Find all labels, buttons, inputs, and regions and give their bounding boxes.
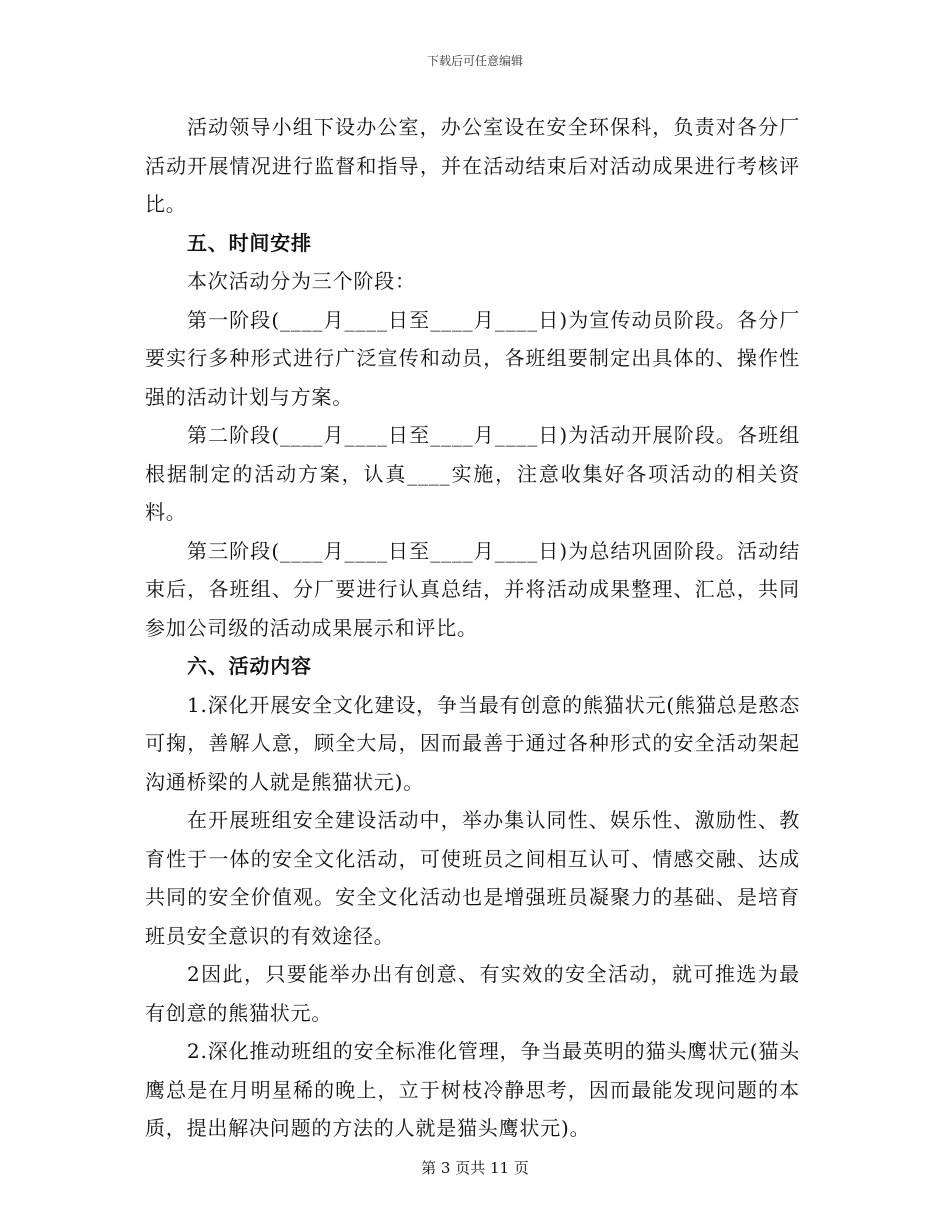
- document-body: [145, 108, 800, 1148]
- heading-activity-content: 六、活动内容: [187, 654, 312, 678]
- paragraph-item-one: 1.深化开展安全文化建设，争当最有创意的熊猫状元(熊猫总是憨态可掬，善解人意，顾全大局，因而最善于通过各种形式的安全活动架起沟通桥梁的人就是熊猫状元)。: [145, 692, 800, 794]
- paragraph-item-two: 2.深化推动班组的安全标准化管理，争当最英明的猫头鹰状元(猫头鹰总是在月明星稀的晚上，立于树枝冷静思考，因而最能发现问题的本质，提出解决问题的方法的人就是猫头鹰状元)。: [145, 1039, 800, 1140]
- heading-schedule: 五、时间安排: [187, 230, 312, 255]
- paragraph-stage-three: 第三阶段(____月____日至____月____日)为总结巩固阶段。活动结束后，各班组、分厂要进行认真总结，并将活动成果整理、汇总，共同参加公司级的活动成果展示和评比。: [145, 538, 800, 640]
- paragraph-stage-one: 第一阶段(____月____日至____月____日)为宣传动员阶段。各分厂要实行多种形式进行广泛宣传和动员，各班组要制定出具体的、操作性强的活动计划与方案。: [145, 307, 800, 409]
- paragraph-therefore: 2因此，只要能举办出有创意、有实效的安全活动，就可推选为最有创意的熊猫状元。: [145, 962, 800, 1025]
- paragraph-office-setup: 活动领导小组下设办公室，办公室设在安全环保科，负责对各分厂活动开展情况进行监督和指导，并在活动结束后对活动成果进行考核评比。: [145, 115, 800, 216]
- page-header: 下载后可任意编辑: [426, 54, 523, 68]
- page-footer: 第 3 页共 11 页: [421, 1159, 529, 1177]
- paragraph-three-stages: 本次活动分为三个阶段：: [187, 269, 416, 293]
- paragraph-stage-two: 第二阶段(____月____日至____月____日)为活动开展阶段。各班组根据制定的活动方案，认真____实施，注意收集好各项活动的相关资料。: [145, 423, 800, 524]
- paragraph-culture-activities: 在开展班组安全建设活动中，举办集认同性、娱乐性、激励性、教育性于一体的安全文化活动，可使班员之间相互认可、情感交融、达成共同的安全价值观。安全文化活动也是增强班员凝聚力的基础、是培育班员安全意识的有效途径。: [145, 808, 800, 948]
